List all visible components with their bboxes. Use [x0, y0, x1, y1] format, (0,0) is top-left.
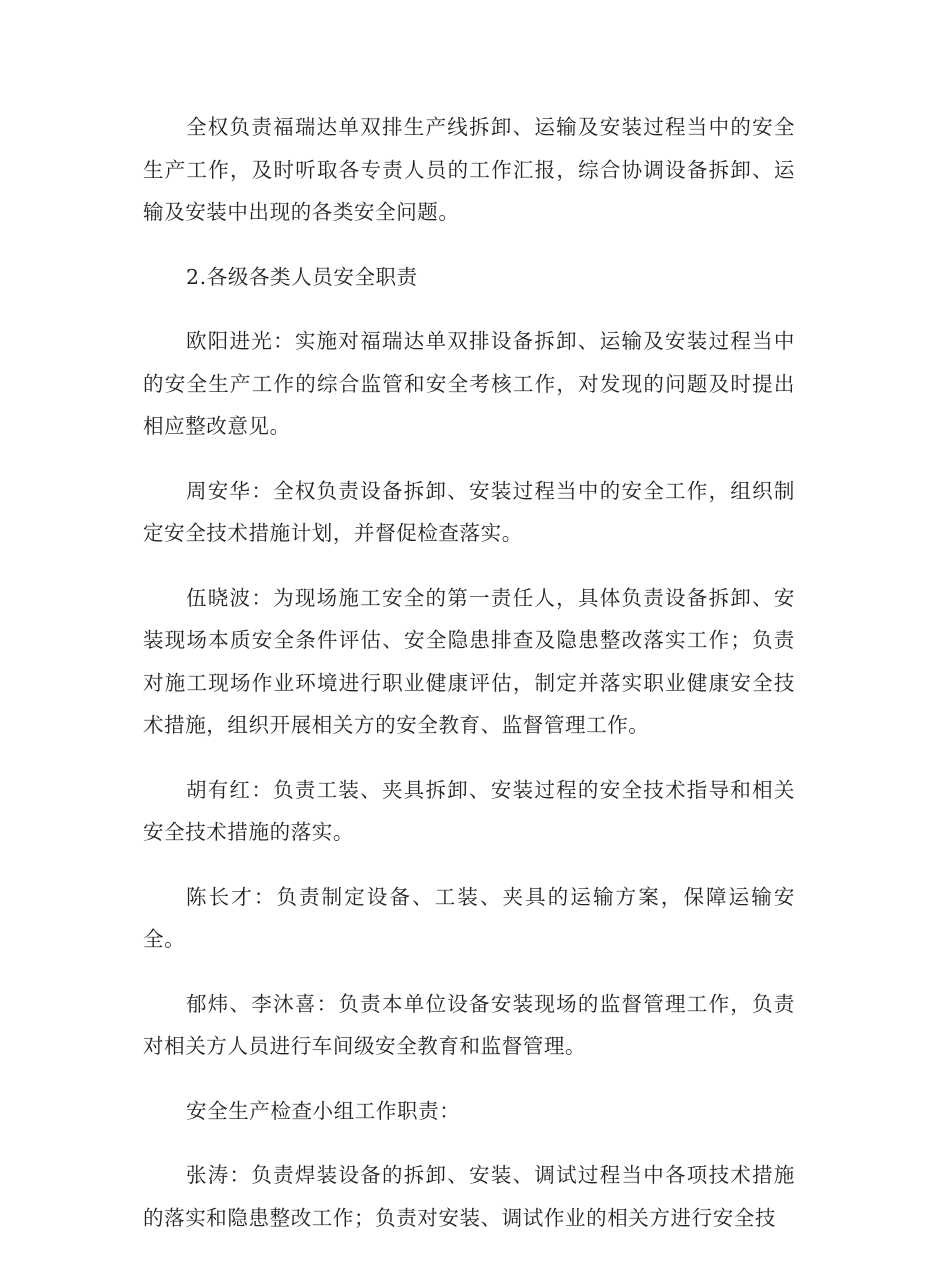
paragraph-wu-xiaobo: 伍晓波：为现场施工安全的第一责任人，具体负责设备拆卸、安装现场本质安全条件评估、安全隐患排查及隐患整改落实工作；负责对施工现场作业环境进行职业健康评估，制定并落实职业健康安全技术措施，组织开展相关方的安全教育、监督管理工作。 — [143, 585, 795, 737]
paragraph-yu-wei-li-muxi: 郁炜、李沐喜：负责本单位设备安装现场的监督管理工作，负责对相关方人员进行车间级安全教育和监督管理。 — [143, 991, 795, 1058]
section-heading-personnel-duties: 2.各级各类人员安全职责 — [186, 264, 418, 289]
document-body — [143, 106, 795, 1261]
paragraph-hu-youhong: 胡有红：负责工装、夹具拆卸、安装过程的安全技术指导和相关安全技术措施的落实。 — [143, 777, 795, 844]
paragraph-chen-changcai: 陈长才：负责制定设备、工装、夹具的运输方案，保障运输安全。 — [143, 884, 795, 951]
paragraph-ouyang-jinguang: 欧阳进光：实施对福瑞达单双排设备拆卸、运输及安装过程当中的安全生产工作的综合监管和安全考核工作，对发现的问题及时提出相应整改意见。 — [143, 329, 795, 438]
paragraph-general-responsibility: 全权负责福瑞达单双排生产线拆卸、运输及安装过程当中的安全生产工作，及时听取各专责人员的工作汇报，综合协调设备拆卸、运输及安装中出现的各类安全问题。 — [143, 115, 795, 224]
paragraph-inspection-team-heading: 安全生产检查小组工作职责： — [186, 1098, 461, 1123]
paragraph-zhang-tao: 张涛：负责焊装设备的拆卸、安装、调试过程当中各项技术措施的落实和隐患整改工作；负责对安装、调试作业的相关方进行安全技 — [143, 1163, 795, 1230]
paragraph-zhou-anhua: 周安华：全权负责设备拆卸、安装过程当中的安全工作，组织制定安全技术措施计划，并督促检查落实。 — [143, 478, 795, 545]
